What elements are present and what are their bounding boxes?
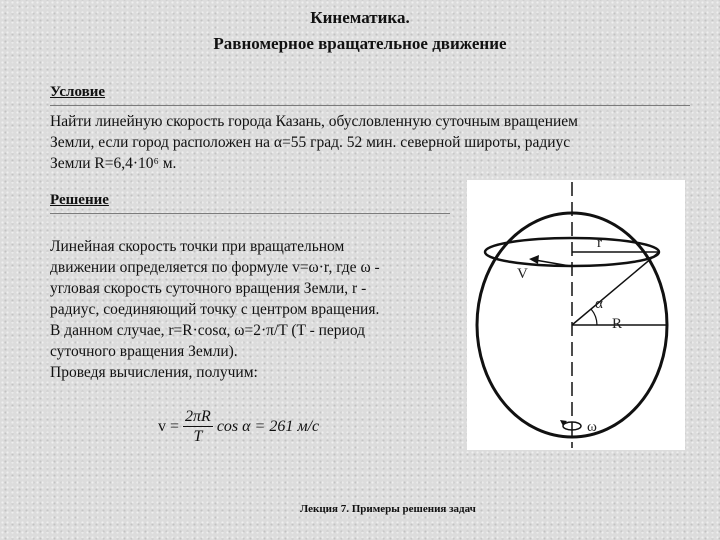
label-omega: ω (587, 419, 597, 435)
label-alpha: α (595, 296, 603, 312)
formula-lhs: v = (158, 418, 180, 435)
solution-text (50, 236, 470, 383)
solution-label: Решение (50, 192, 109, 208)
solution-line: радиус, соединяющий точку с центром вращения. (50, 301, 380, 318)
condition-text (50, 111, 680, 174)
diagram-panel (467, 180, 685, 450)
formula (158, 404, 319, 450)
condition-divider (50, 105, 690, 106)
formula-fraction (183, 408, 213, 447)
solution-line: Проведя вычисления, получим: (50, 364, 258, 381)
solution-divider (50, 213, 450, 214)
formula-numerator: 2πR (185, 407, 211, 425)
condition-label: Условие (50, 84, 105, 100)
solution-line: движении определяется по формуле v=ω·r, где ω - (50, 259, 380, 276)
formula-denominator: T (193, 427, 203, 445)
solution-line: Линейная скорость точки при вращательном (50, 238, 345, 255)
formula-rhs: cos α = 261 м/с (216, 418, 320, 435)
label-r: r (597, 235, 602, 251)
solution-line: суточного вращения Земли). (50, 343, 238, 360)
earth-rotation-diagram (467, 180, 685, 450)
page-title: Кинематика. (310, 8, 410, 27)
solution-line: угловая скорость суточного вращения Земли, r - (50, 280, 367, 297)
condition-line: Найти линейную скорость города Казань, обусловленную суточным вращением (50, 113, 578, 130)
condition-line: Земли R=6,4·10⁶ м. (50, 155, 177, 172)
page-subtitle: Равномерное вращательное движение (213, 34, 507, 53)
solution-line: В данном случае, r=R·cosα, ω=2·π/T (T - период (50, 322, 366, 339)
footer: Лекция 7. Примеры решения задач (300, 503, 476, 515)
label-R: R (612, 316, 623, 332)
condition-line: Земли, если город расположен на α=55 град. 52 мин. северной широты, радиус (50, 134, 571, 151)
label-v: V (517, 266, 528, 282)
